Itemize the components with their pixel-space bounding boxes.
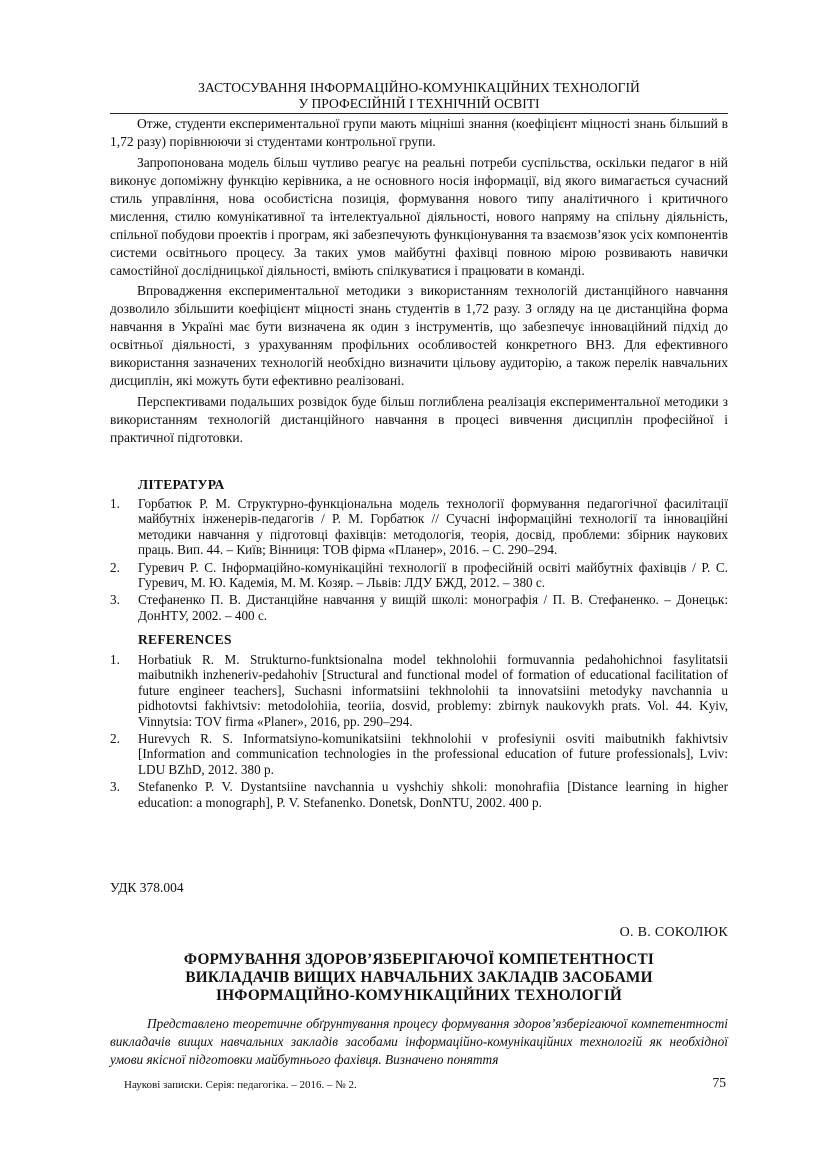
header-rule [110,113,728,114]
page-number: 75 [712,1075,726,1090]
running-head [110,80,728,112]
reference-item-text: Stefanenko P. V. Dystantsiine navchannia u vyshchiy shkoli: monohrafiia [Distance learning in higher education: a monograph], P. V. Stefanenko. Donetsk, DonNTU, 2002. 400 p. [138,779,728,810]
body-paragraph-2: Запропонована модель більш чутливо реагує на реальні потреби суспільства, оскільки педагог в ній виконує допоміжну функцію керівника, а не основного носія інформації, від якого вимагається сучасний стиль управління, нова особистісна позиція, формування нового типу аналітичного і критичного мислення, стилю комунікативної та інтелектуальної діяльності, нового напряму на спільну діяльність, спільної побудови проектів і програм, які забезпечують функціонування та взаємозв’язок усіх компонентів системи освітнього процесу. За таких умов майбутні фахівці повною мірою розвивають навички самостійної дослідницької діяльності, вміють спілкуватися і працювати в команді. [110,154,728,278]
literature-item-text: Гуревич Р. С. Інформаційно-комунікаційні технології в професійній освіті майбутніх фахівців / Р. С. Гуревич, М. Ю. Кадемія, М. М. Козяр. – Львів: ЛДУ БЖД, 2012. – 380 с. [138,559,728,591]
references-heading: REFERENCES [138,632,232,647]
literature-item-number: 3. [110,592,120,608]
references-list [110,652,728,812]
article-abstract: Представлено теоретичне обґрунтування процесу формування здоров’язберігаючої компетентності викладачів вищих навчальних закладів засобами інформаційно-комунікаційних технологій як необхідної умови якісної підготовки майбутнього фахівця. Визначено поняття [110,1016,728,1067]
literature-heading: ЛІТЕРАТУРА [138,477,225,492]
running-head-line-2: У ПРОФЕСІЙНІЙ І ТЕХНІЧНІЙ ОСВІТІ [298,96,540,111]
article-author: О. В. СОКОЛЮК [619,925,728,940]
reference-item-number: 3. [110,779,120,795]
reference-item-number: 2. [110,731,120,747]
body-paragraph-4: Перспективами подальших розвідок буде більш поглиблена реалізація експериментальної методики з використанням технологій дистанційного навчання в процесі вивчення дисциплін професійної і практичної підготовки. [110,393,728,445]
journal-footer: Наукові записки. Серія: педагогіка. – 2016. – № 2. [124,1079,357,1091]
reference-item-text: Hurevych R. S. Informatsiyno-komunikatsiini tekhnolohii v profesiynii osviti maibutnikh fakhivtsiv [Information and communication technologies in the professional education of future professionals], Lviv: LDU BZhD, 2012. 380 p. [138,731,728,777]
reference-item-text: Horbatiuk R. M. Strukturno-funktsionalna model tekhnolohii formuvannia pedahohichnoi fasylitatsii maibutnikh inzheneriv-pedahohiv [Structural and functional model of formation of educational facilitation of future engineer teachers], Suchasni informatsiini tekhnolohii ta innovatsiini metodyky navchannia u pidhotovtsi fakhivtsiv: metodolohiia, teoriia, dosvid, problemy: zbirnyk naukovykh prats. Vol. 44. Kyiv, Vinnytsia: TOV firma «Planer», 2016, pp. 290–294. [138,652,728,729]
article-title-line-1: ФОРМУВАННЯ ЗДОРОВ’ЯЗБЕРІГАЮЧОЇ КОМПЕТЕНТНОСТІ [183,951,655,968]
literature-item [110,560,728,591]
literature-item-number: 2. [110,559,120,575]
literature-item-text: Горбатюк Р. М. Структурно-функціональна модель технології формування педагогічної фасилітації майбутніх інженерів-педагогів / Р. М. Горбатюк // Сучасні інформаційні технології та інноваційні методики навчання у підготовці фахівців: методологія, теорія, досвід, проблеми: збірник наукових праць. Вип. 44. – Київ; Вінниця: ТОВ фірма «Планер», 2016. – С. 290–294. [138,496,728,558]
body-text [110,115,728,449]
running-head-line-1: ЗАСТОСУВАННЯ ІНФОРМАЦІЙНО-КОМУНІКАЦІЙНИХ ТЕХНОЛОГІЙ [198,80,640,95]
literature-item-number: 1. [110,496,120,511]
body-paragraph-3: Впровадження експериментальної методики з використанням технологій дистанційного навчання дозволило збільшити коефіцієнт міцності знань студентів в 1,72 разу. З огляду на це дистанційна форма навчання в Україні має бути визначена як один з інструментів, що забезпечує інноваційний підхід до освітньої діяльності, з урахуванням профільних особливостей конкретного ВНЗ. Для ефективного використання зазначених технологій необхідно визначити цільову аудиторію, а також перелік навчальних дисциплін, які можуть бути ефективно реалізовані. [110,283,728,388]
literature-item [110,592,728,623]
article-title [110,951,728,1005]
reference-item [110,731,728,777]
literature-item-text: Стефаненко П. В. Дистанційне навчання у вищій школі: монографія / П. В. Стефаненко. – Донецьк: ДонНТУ, 2002. – 400 с. [138,592,728,623]
reference-item-number: 1. [110,652,120,667]
article-title-line-2: ВИКЛАДАЧІВ ВИЩИХ НАВЧАЛЬНИХ ЗАКЛАДІВ ЗАСОБАМИ [185,969,653,986]
body-paragraph-1: Отже, студенти експериментальної групи мають міцніші знання (коефіцієнт міцності знань більший в 1,72 разу) порівнюючи зі студентами контрольної групи. [110,116,728,149]
literature-list [110,496,728,625]
literature-item [110,496,728,558]
article-title-line-3: ІНФОРМАЦІЙНО-КОМУНІКАЦІЙНИХ ТЕХНОЛОГІЙ [216,987,622,1004]
udk-code: УДК 378.004 [110,880,184,895]
reference-item [110,652,728,729]
reference-item [110,779,728,810]
